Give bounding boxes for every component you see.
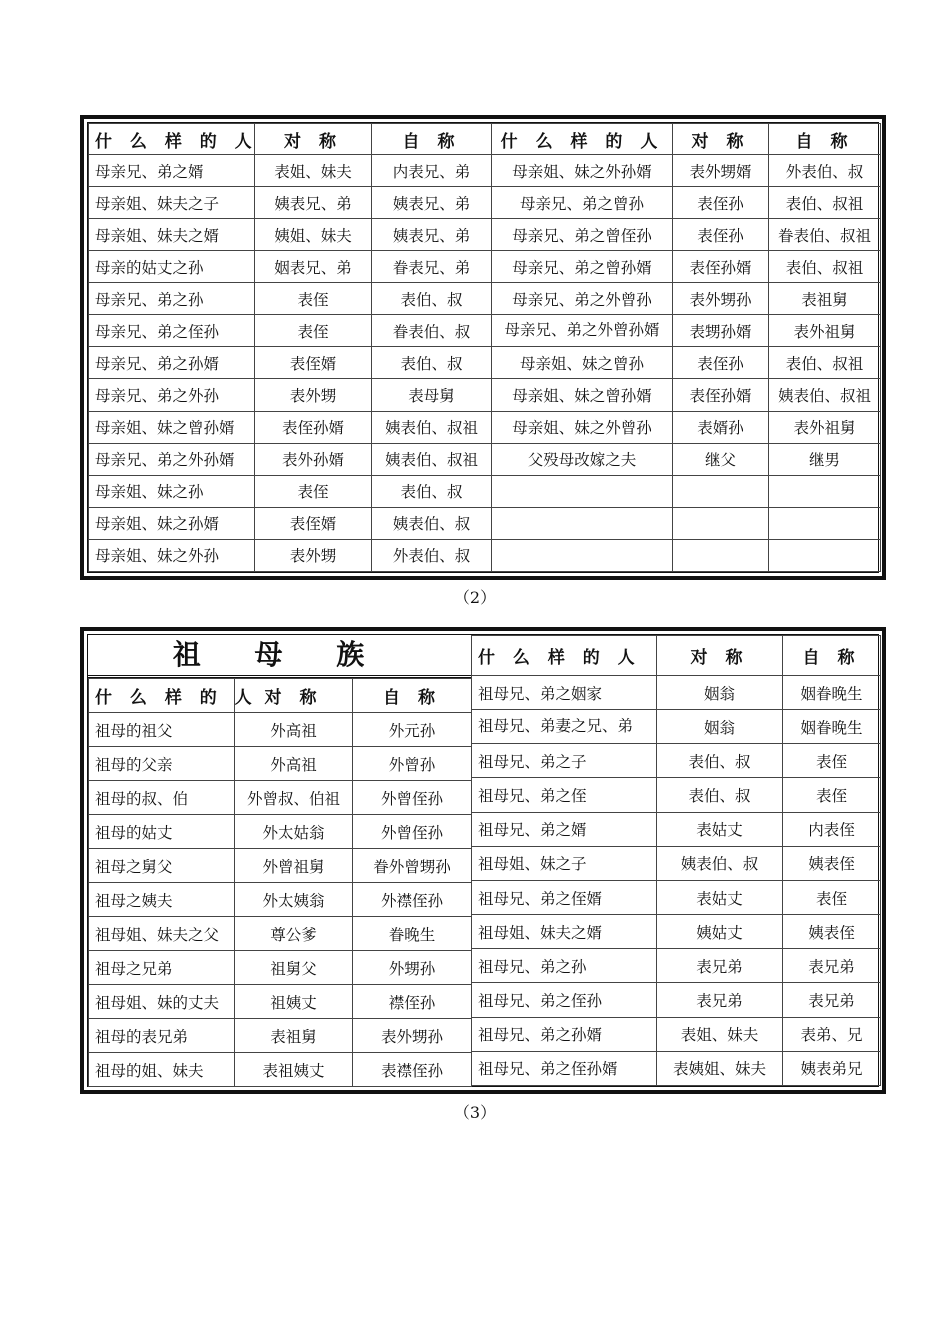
cell-address: 表侄孙婿 [673, 379, 769, 411]
cell-who: 祖母兄、弟之孙婿 [472, 1017, 657, 1051]
cell-who: 祖母姐、妹的丈夫 [89, 985, 235, 1019]
cell-self: 姨表侄 [783, 915, 881, 949]
cell-self: 继男 [769, 443, 881, 475]
table-row [89, 475, 492, 507]
cell-who: 祖母的姑丈 [89, 815, 235, 849]
table-row [89, 781, 472, 815]
table-row [89, 443, 492, 475]
cell-self: 襟侄孙 [353, 985, 472, 1019]
cell-who: 母亲兄、弟之外孙婿 [89, 443, 255, 475]
table-row [89, 917, 472, 951]
cell-who: 祖母兄、弟之婿 [472, 812, 657, 846]
cell-who: 母亲姐、妹之孙 [89, 475, 255, 507]
header-who: 什 么 样 的 人 [89, 679, 235, 713]
table-2-caption: （2） [453, 588, 497, 607]
table-row [89, 1053, 472, 1087]
cell-self: 表伯、叔祖 [769, 251, 881, 283]
cell-self: 内表侄 [783, 812, 881, 846]
cell-self: 表襟侄孙 [353, 1053, 472, 1087]
cell-who: 祖母兄、弟之子 [472, 744, 657, 778]
cell-who: 祖母的姐、妹夫 [89, 1053, 235, 1087]
cell-address: 表侄孙 [673, 187, 769, 219]
cell-self: 眷外曾甥孙 [353, 849, 472, 883]
table-row [492, 315, 881, 347]
cell-address [673, 475, 769, 507]
cell-self: 外襟侄孙 [353, 883, 472, 917]
cell-address: 表侄孙 [673, 347, 769, 379]
cell-who [492, 475, 673, 507]
header-who: 什 么 样 的 人 [472, 636, 657, 676]
cell-self: 姨表伯、叔祖 [769, 379, 881, 411]
cell-self: 外甥孙 [353, 951, 472, 985]
cell-self: 表兄弟 [783, 949, 881, 983]
cell-address: 表侄孙婿 [673, 251, 769, 283]
cell-self: 外表伯、叔 [769, 155, 881, 187]
cell-self: 表伯、叔 [372, 475, 492, 507]
cell-address: 表侄孙 [673, 219, 769, 251]
cell-self: 表伯、叔 [372, 283, 492, 315]
cell-self: 表外祖舅 [769, 315, 881, 347]
table-row [89, 283, 492, 315]
cell-who: 母亲兄、弟之外曾孙 [492, 283, 673, 315]
table-row [89, 347, 492, 379]
cell-who: 祖母之姨夫 [89, 883, 235, 917]
cell-address: 祖舅父 [235, 951, 353, 985]
cell-address: 表甥孙婿 [673, 315, 769, 347]
cell-address: 表姐、妹夫 [657, 1017, 783, 1051]
cell-address: 表姑丈 [657, 812, 783, 846]
cell-who: 母亲兄、弟之外曾孙婿 [492, 315, 673, 347]
cell-address: 继父 [673, 443, 769, 475]
cell-address: 祖姨丈 [235, 985, 353, 1019]
cell-who: 母亲姐、妹之曾孙婿 [492, 379, 673, 411]
cell-who: 母亲兄、弟之外孙 [89, 379, 255, 411]
cell-who: 母亲姐、妹之外曾孙 [492, 411, 673, 443]
cell-address: 姻翁 [657, 676, 783, 710]
cell-self: 眷表伯、叔 [372, 315, 492, 347]
cell-who: 祖母的叔、伯 [89, 781, 235, 815]
cell-self: 外曾侄孙 [353, 781, 472, 815]
header-self: 自 称 [769, 124, 881, 155]
cell-who: 母亲兄、弟之孙 [89, 283, 255, 315]
cell-who [492, 507, 673, 539]
cell-who: 祖母姐、妹夫之婿 [472, 915, 657, 949]
cell-address: 表祖姨丈 [235, 1053, 353, 1087]
table-row [89, 379, 492, 411]
header-self: 自 称 [783, 636, 881, 676]
table-row [492, 411, 881, 443]
cell-self: 姨表伯、叔祖 [372, 443, 492, 475]
table-row [89, 985, 472, 1019]
table-row [492, 219, 881, 251]
cell-self: 表兄弟 [783, 983, 881, 1017]
header-self: 自 称 [353, 679, 472, 713]
header-address: 对 称 [235, 679, 353, 713]
cell-who: 母亲姐、妹之外孙婿 [492, 155, 673, 187]
cell-who: 母亲兄、弟之孙婿 [89, 347, 255, 379]
table-row [492, 539, 881, 571]
cell-self [769, 507, 881, 539]
table-2-frame [80, 115, 886, 580]
cell-self: 表外祖舅 [769, 411, 881, 443]
table-row [89, 815, 472, 849]
header-address: 对 称 [673, 124, 769, 155]
table-3-right [471, 635, 881, 1086]
cell-self [769, 475, 881, 507]
table-3-caption: （3） [453, 1103, 497, 1122]
cell-who: 祖母兄、弟之侄孙 [472, 983, 657, 1017]
cell-self: 表弟、兄 [783, 1017, 881, 1051]
cell-address [673, 539, 769, 571]
cell-address: 表侄 [255, 475, 372, 507]
header-who: 什 么 样 的 人 [89, 124, 255, 155]
table-row [492, 379, 881, 411]
cell-who: 祖母之兄弟 [89, 951, 235, 985]
cell-self: 表伯、叔祖 [769, 187, 881, 219]
cell-self: 表伯、叔祖 [769, 347, 881, 379]
cell-who: 母亲兄、弟之曾侄孙 [492, 219, 673, 251]
cell-address: 表侄 [255, 283, 372, 315]
cell-address: 表侄婿 [255, 507, 372, 539]
cell-self: 姨表弟兄 [783, 1051, 881, 1085]
cell-who: 母亲姐、妹之孙婿 [89, 507, 255, 539]
table-row [472, 983, 881, 1017]
cell-self: 眷表伯、叔祖 [769, 219, 881, 251]
cell-self: 表伯、叔 [372, 347, 492, 379]
table-row [89, 1019, 472, 1053]
cell-self: 表侄 [783, 744, 881, 778]
cell-self: 表外甥孙 [353, 1019, 472, 1053]
table-row [472, 846, 881, 880]
table-row [492, 187, 881, 219]
cell-self: 姨表伯、叔祖 [372, 411, 492, 443]
cell-address: 表伯、叔 [657, 778, 783, 812]
cell-address: 表祖舅 [235, 1019, 353, 1053]
cell-who: 母亲姐、妹之曾孙婿 [89, 411, 255, 443]
cell-self: 姨表侄 [783, 846, 881, 880]
cell-who: 祖母兄、弟之姻家 [472, 676, 657, 710]
cell-who: 母亲兄、弟之曾孙婿 [492, 251, 673, 283]
cell-who: 祖母兄、弟之侄孙婿 [472, 1051, 657, 1085]
table-row [89, 747, 472, 781]
cell-address: 表侄婿 [255, 347, 372, 379]
table-3-frame [80, 627, 886, 1094]
cell-who: 母亲兄、弟之婿 [89, 155, 255, 187]
cell-address: 姨表兄、弟 [255, 187, 372, 219]
table-row [472, 710, 881, 744]
cell-who: 母亲姐、妹夫之婿 [89, 219, 255, 251]
cell-address: 外高祖 [235, 713, 353, 747]
table-row [89, 155, 492, 187]
table-row [89, 251, 492, 283]
cell-self: 表母舅 [372, 379, 492, 411]
table-row [492, 507, 881, 539]
table-row [89, 849, 472, 883]
table-row [472, 1051, 881, 1085]
cell-self: 外曾孙 [353, 747, 472, 781]
cell-address: 表兄弟 [657, 983, 783, 1017]
cell-self: 表祖舅 [769, 283, 881, 315]
table-row [89, 315, 492, 347]
cell-address: 表姐、妹夫 [255, 155, 372, 187]
cell-who: 母亲兄、弟之曾孙 [492, 187, 673, 219]
cell-address: 表外孙婿 [255, 443, 372, 475]
table-row [89, 507, 492, 539]
cell-address: 姻翁 [657, 710, 783, 744]
table-row [472, 915, 881, 949]
cell-address: 表兄弟 [657, 949, 783, 983]
cell-self: 眷晚生 [353, 917, 472, 951]
header-address: 对 称 [255, 124, 372, 155]
cell-self: 姻眷晚生 [783, 676, 881, 710]
cell-self: 表侄 [783, 778, 881, 812]
table-3-left [88, 678, 472, 1087]
group-title: 祖 母 族 [88, 635, 471, 678]
cell-self: 表侄 [783, 880, 881, 914]
cell-self: 内表兄、弟 [372, 155, 492, 187]
table-row [472, 1017, 881, 1051]
cell-address: 表婿孙 [673, 411, 769, 443]
table-row [472, 778, 881, 812]
cell-who: 祖母兄、弟妻之兄、弟 [472, 710, 657, 744]
cell-who [492, 539, 673, 571]
cell-self: 姻眷晚生 [783, 710, 881, 744]
table-2-right [491, 123, 881, 572]
table-row [89, 411, 492, 443]
cell-address: 表外甥婿 [673, 155, 769, 187]
cell-address: 表姑丈 [657, 880, 783, 914]
cell-self: 外表伯、叔 [372, 539, 492, 571]
cell-address: 表外甥 [255, 539, 372, 571]
table-row [492, 251, 881, 283]
table-row [492, 443, 881, 475]
cell-address: 表侄 [255, 315, 372, 347]
cell-self: 眷表兄、弟 [372, 251, 492, 283]
cell-who: 母亲姐、妹之曾孙 [492, 347, 673, 379]
cell-address: 表伯、叔 [657, 744, 783, 778]
cell-address: 外曾祖舅 [235, 849, 353, 883]
cell-who: 祖母的表兄弟 [89, 1019, 235, 1053]
table-row [89, 539, 492, 571]
cell-who: 父殁母改嫁之夫 [492, 443, 673, 475]
cell-address: 尊公爹 [235, 917, 353, 951]
cell-who: 祖母兄、弟之孙 [472, 949, 657, 983]
cell-who: 母亲的姑丈之孙 [89, 251, 255, 283]
cell-address: 姨姐、妹夫 [255, 219, 372, 251]
table-2-left [88, 123, 492, 572]
cell-self: 姨表兄、弟 [372, 219, 492, 251]
cell-who: 母亲兄、弟之侄孙 [89, 315, 255, 347]
cell-who: 祖母兄、弟之侄 [472, 778, 657, 812]
cell-who: 母亲姐、妹之外孙 [89, 539, 255, 571]
cell-address: 姻表兄、弟 [255, 251, 372, 283]
cell-self: 外曾侄孙 [353, 815, 472, 849]
cell-address: 表侄孙婿 [255, 411, 372, 443]
cell-address: 表姨姐、妹夫 [657, 1051, 783, 1085]
cell-who: 母亲姐、妹夫之子 [89, 187, 255, 219]
cell-address: 姨姑丈 [657, 915, 783, 949]
cell-self [769, 539, 881, 571]
cell-who: 祖母的祖父 [89, 713, 235, 747]
table-row [472, 880, 881, 914]
table-row [492, 347, 881, 379]
cell-address: 外高祖 [235, 747, 353, 781]
cell-self: 姨表伯、叔 [372, 507, 492, 539]
table-row [492, 155, 881, 187]
cell-who: 祖母之舅父 [89, 849, 235, 883]
header-address: 对 称 [657, 636, 783, 676]
cell-address: 表外甥孙 [673, 283, 769, 315]
table-row [492, 283, 881, 315]
cell-who: 祖母的父亲 [89, 747, 235, 781]
table-row [89, 951, 472, 985]
cell-address: 外太姑翁 [235, 815, 353, 849]
table-row [89, 187, 492, 219]
cell-who: 祖母姐、妹夫之父 [89, 917, 235, 951]
cell-self: 姨表兄、弟 [372, 187, 492, 219]
header-self: 自 称 [372, 124, 492, 155]
cell-address [673, 507, 769, 539]
table-row [472, 744, 881, 778]
table-row [472, 676, 881, 710]
cell-who: 祖母姐、妹之子 [472, 846, 657, 880]
cell-self: 外元孙 [353, 713, 472, 747]
cell-address: 姨表伯、叔 [657, 846, 783, 880]
cell-address: 表外甥 [255, 379, 372, 411]
header-who: 什 么 样 的 人 [492, 124, 673, 155]
table-row [492, 475, 881, 507]
cell-who: 祖母兄、弟之侄婿 [472, 880, 657, 914]
table-row [472, 949, 881, 983]
table-row [89, 219, 492, 251]
cell-address: 外太姨翁 [235, 883, 353, 917]
cell-address: 外曾叔、伯祖 [235, 781, 353, 815]
table-row [89, 713, 472, 747]
table-row [89, 883, 472, 917]
table-row [472, 812, 881, 846]
